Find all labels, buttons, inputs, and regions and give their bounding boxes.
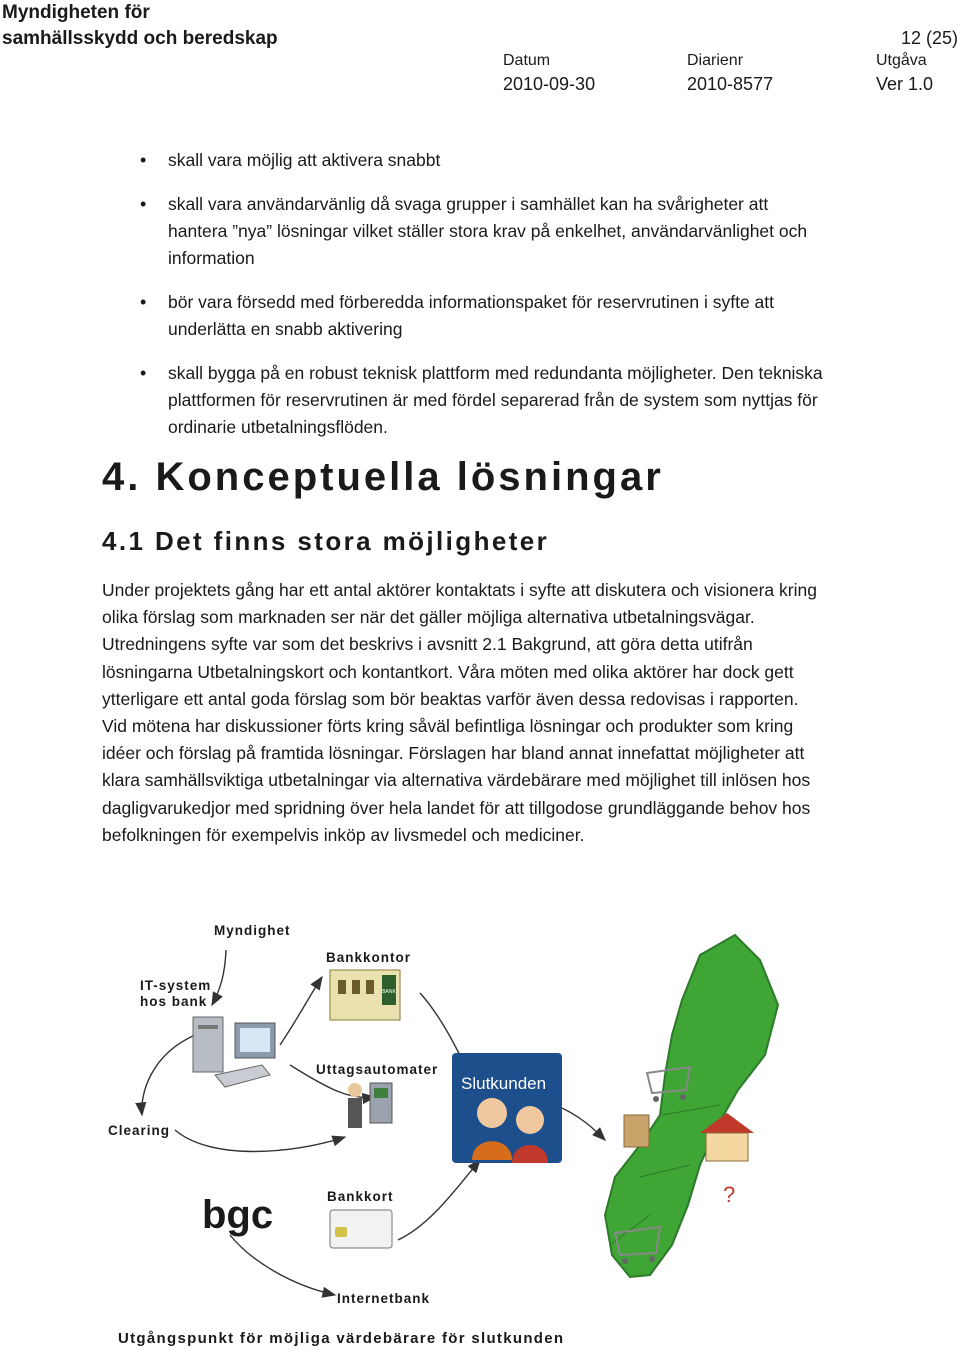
atm-user-icon	[348, 1083, 392, 1128]
bank-sign-text: BANK	[382, 989, 396, 995]
requirements-list	[140, 147, 830, 458]
org-name-line2: samhällsskydd och beredskap	[2, 28, 278, 49]
bank-card-icon	[330, 1210, 392, 1248]
label-internetbank: Internetbank	[337, 1291, 431, 1306]
shopping-bag-icon	[624, 1115, 649, 1147]
subsection-heading: 4.1 Det finns stora möjligheter	[102, 526, 550, 556]
body-paragraph: Under projektets gång har ett antal aktörer kontaktats i syfte att diskutera och visionera kring olika förslag som marknaden ser när det gäller möjliga alternativa utbetalningsvägar. Utredningens syfte var som det beskrivs i avsnitt 2.1 Bakgrund, att göra detta utifrån lösningarna Utbetalningskort och kontantkort. Våra möten med olika aktörer har dock gett ytterligare ett antal goda förslag som bör beaktas varför även dessa redovisas i rapporten. Vid mötena har diskussioner förts kring såväl befintliga lösningar och produkter som kring idéer och förslag på framtida lösningar. Förslagen har bland annat innefattat möjligheter att klara samhällsviktiga utbetalningar via alternativa värdebärare med möjlighet till inlösen hos dagligvarukedjor med spridning över hela landet för att tillgodose grundläggande behov hos befolkningen för exempelvis inköp av livsmedel och mediciner.	[102, 580, 817, 845]
label-bankkort: Bankkort	[327, 1189, 394, 1204]
diagram-graphics	[0, 915, 960, 1315]
label-myndighet: Myndighet	[214, 923, 291, 938]
label-bankkontor: Bankkontor	[326, 950, 412, 965]
label-it-system-line1: IT-system	[140, 978, 212, 993]
section-heading: 4. Konceptuella lösningar	[102, 455, 664, 499]
utgava-value: Ver 1.0	[876, 74, 934, 94]
list-item: • bör vara försedd med förberedda informationspaket för reservrutinen i syfte att underlätta en snabb aktivering	[140, 289, 830, 343]
bank-building-icon	[330, 970, 400, 1020]
value-carrier-diagram	[0, 915, 960, 1315]
label-slutkunden: Slutkunden	[461, 1074, 547, 1093]
list-item: • skall vara användarvänlig då svaga grupper i samhället kan ha svårigheter att hantera ”nya” lösningar vilket ställer stora krav på enkelhet, användarvänlighet och information	[140, 191, 830, 272]
question-mark: ?	[723, 1182, 736, 1207]
diarienr-value: 2010-8577	[687, 74, 774, 94]
diarienr-label: Diarienr	[687, 52, 744, 69]
computer-icon	[193, 1017, 275, 1087]
figure-caption: Utgångspunkt för möjliga värdebärare för slutkunden	[118, 1330, 565, 1347]
label-uttagsautomater: Uttagsautomater	[316, 1062, 439, 1077]
sweden-map-icon	[605, 935, 778, 1277]
slutkunden-box	[452, 1053, 562, 1163]
list-item: • skall bygga på en robust teknisk plattform med redundanta möjligheter. Den tekniska plattformen för reservrutinen är med fördel separerad från de system som nyttjas för ordinarie utbetalningsflöden.	[140, 360, 830, 441]
org-name-line1: Myndigheten för	[2, 2, 150, 23]
org-name	[2, 0, 278, 52]
bgc-logo	[202, 1193, 273, 1237]
page-number: 12 (25)	[900, 28, 958, 48]
date-label: Datum	[503, 52, 551, 69]
bgc-logo-text: bgc	[202, 1193, 274, 1237]
utgava-label: Utgåva	[876, 52, 927, 69]
label-it-system-line2: hos bank	[140, 994, 208, 1009]
label-clearing: Clearing	[108, 1123, 171, 1138]
list-item: • skall vara möjlig att aktivera snabbt	[140, 147, 830, 174]
label-it-system	[140, 978, 211, 1010]
date-value: 2010-09-30	[503, 74, 596, 94]
